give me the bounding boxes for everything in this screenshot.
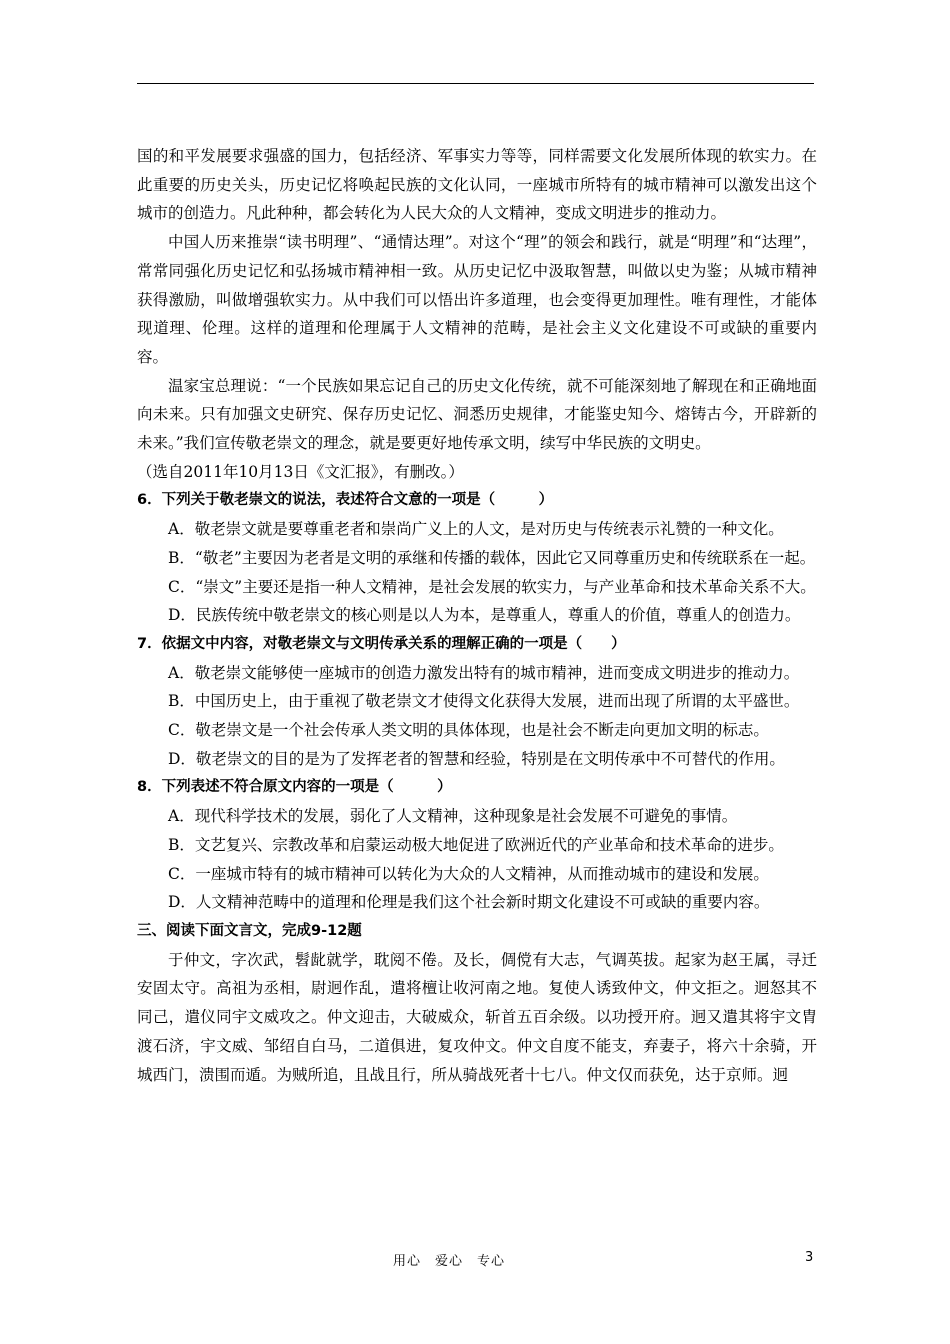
question-7-option-d: D．敬老崇文的目的是为了发挥老者的智慧和经验，特别是在文明传承中不可替代的作用。 <box>168 749 785 768</box>
question-6-option-a: A．敬老崇文就是要尊重老者和崇尚广义上的人文，是对历史与传统表示礼赞的一种文化。 <box>168 520 784 539</box>
passage-paragraph-1: 国的和平发展要求强盛的国力，包括经济、军事实力等等，同样需要文化发展所体现的软实力。在此重要的历史关头，历史记忆将唤起民族的文化认同，一座城市所特有的城市精神可以激发出这个城市的创造力。凡此种种，都会转化为人民大众的人文精神，变成文明进步的推动力。 <box>137 147 817 223</box>
footer-motto: 用心 爱心 专心 <box>393 1254 506 1269</box>
document-body <box>137 142 817 1089</box>
question-6-stem: 6．下列关于敬老崇文的说法，表述符合文意的一项是（ ） <box>137 492 554 509</box>
passage-paragraph-3: 温家宝总理说：“一个民族如果忘记自己的历史文化传统，就不可能深刻地了解现在和正确地面向未来。只有加强文史研究、保存历史记忆、洞悉历史规律，才能鉴史知今、熔铸古今，开辟新的未来。”我们宣传敬老崇文的理念，就是要更好地传承文明，续写中华民族的文明史。 <box>137 376 817 453</box>
page-footer <box>0 1250 950 1270</box>
passage-paragraph-2: 中国人历来推崇“读书明理”、“通情达理”。对这个“理”的领会和践行，就是“明理”和“达理”，常常同强化历史记忆和弘扬城市精神相一致。从历史记忆中汲取智慧，叫做以史为鉴；从城市精神获得激励，叫做增强软实力。从中我们可以悟出许多道理，也会变得更加理性。唯有理性，才能体现道理、伦理。这样的道理和伦理属于人文精神的范畴，是社会主义文化建设不可或缺的重要内容。 <box>137 233 817 366</box>
question-8-option-a: A．现代科学技术的发展，弱化了人文精神，这种现象是社会发展不可避免的事情。 <box>168 807 738 826</box>
question-8-option-d: D．人文精神范畴中的道理和伦理是我们这个社会新时期文化建设不可或缺的重要内容。 <box>168 893 770 912</box>
header-rule <box>137 83 814 84</box>
question-8-stem: 8．下列表述不符合原文内容的一项是（ ） <box>137 779 452 796</box>
question-6-option-c: C．“崇文”主要还是指一种人文精神，是社会发展的软实力，与产业革命和技术革命关系不大。 <box>168 577 816 596</box>
question-7-option-a: A．敬老崇文能够使一座城市的创造力激发出特有的城市精神，进而变成文明进步的推动力。 <box>168 663 800 682</box>
passage-source: （选自2011年10月13日《文汇报》，有删改。） <box>137 462 464 481</box>
question-7-option-c: C．敬老崇文是一个社会传承人类文明的具体体现，也是社会不断走向更加文明的标志。 <box>168 721 769 740</box>
question-7-option-b: B．中国历史上，由于重视了敬老崇文才使得文化获得大发展，进而出现了所谓的太平盛世。 <box>168 692 800 711</box>
question-6-option-d: D．民族传统中敬老崇文的核心则是以人为本，是尊重人，尊重人的价值，尊重人的创造力。 <box>168 606 801 625</box>
section-3-heading: 三、阅读下面文言文，完成9-12题 <box>137 922 362 939</box>
page-number: 3 <box>805 1250 814 1265</box>
question-6-option-b: B．“敬老”主要因为老者是文明的承继和传播的载体，因此它又同尊重历史和传统联系在一起。 <box>168 548 816 567</box>
classical-passage: 于仲文，字次武，髫龀就学，耽阅不倦。及长，倜傥有大志，气调英拔。起家为赵王属，寻迁安固太守。高祖为丞相，尉迥作乱，遣将檀让收河南之地。复使人诱致仲文，仲文拒之。迥怒其不同己，遣仪同宇文威攻之。仲文迎击，大破威众，斩首五百余级。以功授开府。迥又遣其将宇文胄渡石济，宇文威、邹绍自白马，二道俱进，复攻仲文。仲文自度不能支，弃妻子，将六十余骑，开城西门，溃围而遁。为贼所追，且战且行，所从骑战死者十七八。仲文仅而获免，达于京师。迥 <box>137 950 817 1084</box>
question-7-stem: 7．依据文中内容，对敬老崇文与文明传承关系的理解正确的一项是（ ） <box>137 635 626 652</box>
question-8-option-c: C．一座城市特有的城市精神可以转化为大众的人文精神，从而推动城市的建设和发展。 <box>168 864 769 883</box>
question-8-option-b: B．文艺复兴、宗教改革和启蒙运动极大地促进了欧洲近代的产业革命和技术革命的进步。 <box>168 835 784 854</box>
